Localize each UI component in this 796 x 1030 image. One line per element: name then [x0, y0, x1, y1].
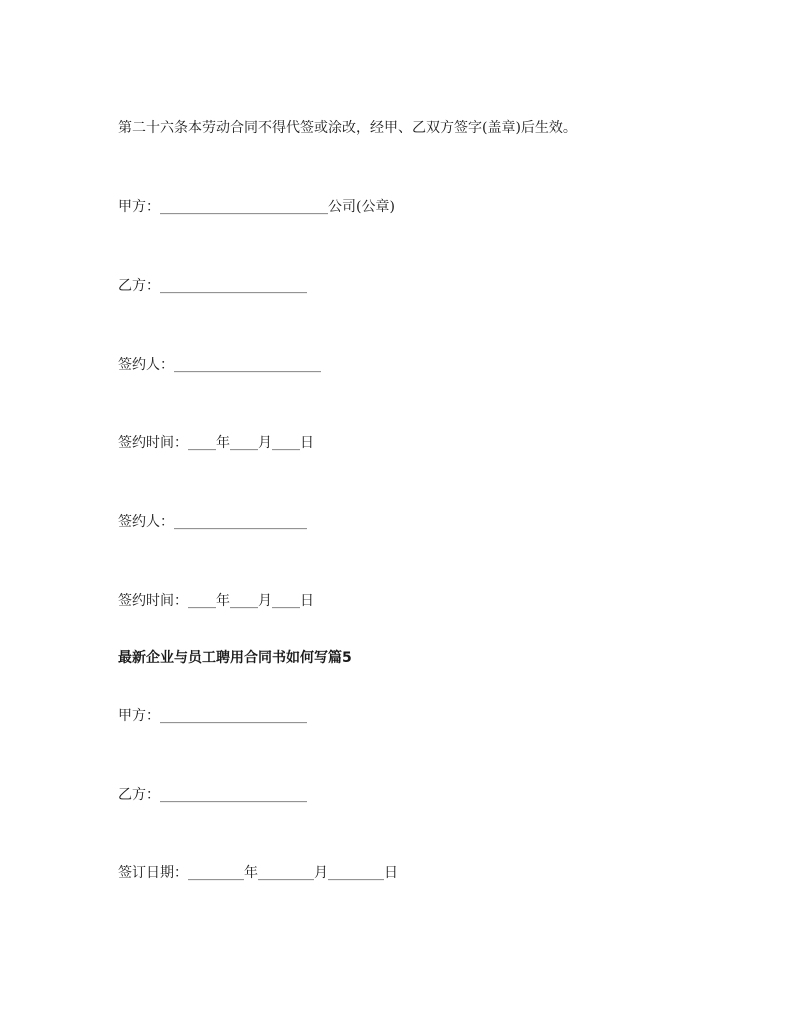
section-5-party-b-line: 乙方：_____________________	[118, 787, 307, 803]
sign-date-line-1: 签约时间：____年____月____日	[118, 435, 314, 451]
party-a-company-line: 甲方：________________________公司(公章)	[118, 199, 395, 215]
section-5-party-a-line: 甲方：_____________________	[118, 708, 307, 724]
signatory-line-1: 签约人：_____________________	[118, 357, 321, 373]
signatory-line-2: 签约人：___________________	[118, 514, 307, 530]
sign-date-line-2: 签约时间：____年____月____日	[118, 593, 314, 609]
section-5-heading: 最新企业与员工聘用合同书如何写篇5	[118, 650, 352, 666]
clause-26-text: 第二十六条本劳动合同不得代签或涂改，经甲、乙双方签字(盖章)后生效。	[118, 120, 577, 136]
signing-date-line: 签订日期：________年________月________日	[118, 865, 398, 881]
party-b-line: 乙方：_____________________	[118, 278, 307, 294]
